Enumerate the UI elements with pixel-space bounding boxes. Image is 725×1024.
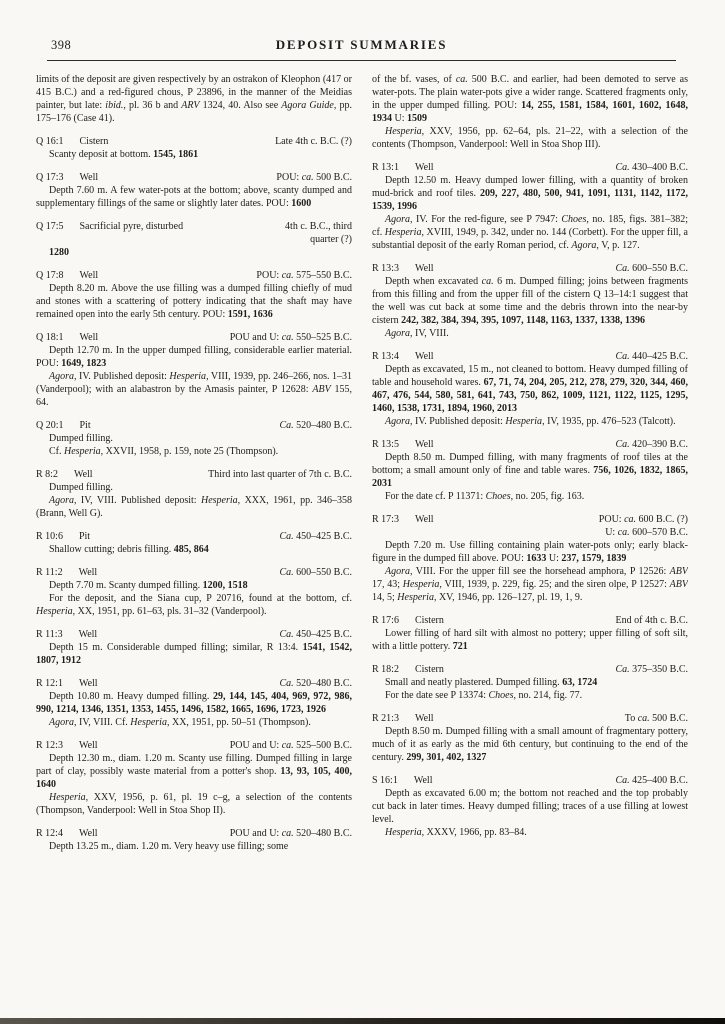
deposit-entry [372, 712, 688, 764]
deposit-id: Q 17:8 [36, 270, 64, 281]
deposit-type: Cistern [414, 664, 444, 675]
entry-heading [372, 161, 688, 174]
deposit-type: Well [414, 439, 434, 450]
paragraph: For the date cf. P 11371: Choes, no. 205, fig. 163. [385, 491, 585, 502]
paragraph: Depth 12.50 m. Heavy dumped lower filling, with a quantity of broken mud-brick and roof tiles. 209, 227, 480, 500, 941, 1091, 1131, 1142, 1172, 1539, 1996 [372, 175, 688, 212]
deposit-type: Well [78, 740, 98, 751]
paragraph: Cf. Hesperia, XXVII, 1958, p. 159, note 25 (Thompson). [49, 446, 279, 457]
deposit-type: Well [78, 678, 98, 689]
paragraph: limits of the deposit are given respectively by an ostrakon of Kleophon (417 or 415 B.C.) and a red-figured chous, P 23896, in the manner of the Meidias painter, but late: ibid., pl. 36 b and ARV 1324, 40. Also see Agora Guide, pp. 175–176 (Case 41). [36, 74, 353, 124]
entry-heading [36, 220, 352, 233]
paragraph: Depth 13.25 m., diam. 1.20 m. Very heavy use filling; some [49, 841, 289, 852]
entry-heading [372, 513, 688, 526]
deposit-date: Ca. 600–550 B.C. [615, 263, 688, 274]
paragraph: Agora, IV, VIII. [385, 328, 449, 339]
paragraph: For the date see P 13374: Choes, no. 214, fig. 77. [385, 690, 583, 701]
deposit-type: Pit [79, 420, 91, 431]
deposit-date: POU: ca. 575–550 B.C. [256, 270, 352, 281]
deposit-date: POU and U: ca. 525–500 B.C. [229, 740, 352, 751]
deposit-type: Well [79, 332, 99, 343]
deposit-entry [372, 513, 688, 604]
deposit-date: Ca. 450–425 B.C. [279, 531, 352, 542]
page-title: DEPOSIT SUMMARIES [275, 37, 448, 52]
deposit-entry [36, 135, 352, 161]
deposit-entry [36, 677, 352, 729]
deposit-id: R 18:2 [372, 664, 399, 675]
deposit-id: R 11:2 [36, 567, 63, 578]
deposit-type: Well [79, 172, 99, 183]
entry-heading [36, 269, 352, 282]
entry-heading [36, 827, 352, 840]
deposit-date: Late 4th c. B.C. (?) [275, 136, 352, 147]
deposit-date: 4th c. B.C., third [285, 221, 352, 232]
deposit-date: POU: ca. 500 B.C. [276, 172, 352, 183]
deposit-id: R 13:4 [372, 351, 399, 362]
deposit-entry [372, 614, 688, 653]
entry-heading [36, 530, 352, 543]
deposit-type: Well [414, 713, 434, 724]
paragraph: Agora, IV. Published deposit: Hesperia, IV, 1935, pp. 476–523 (Talcott). [385, 416, 676, 427]
deposit-date: Third into last quarter of 7th c. B.C. [208, 469, 352, 480]
deposit-type: Well [413, 775, 433, 786]
deposit-entry [36, 331, 352, 409]
deposit-entry [36, 269, 352, 321]
paragraph: Depth as excavated 6.00 m; the bottom not reached and the top probably cut back in later times. Heavy dumped filling; traces of a use filling at lowest level. [372, 788, 688, 825]
deposit-id: R 12:4 [36, 828, 63, 839]
deposit-type: Cistern [79, 136, 109, 147]
deposit-id: R 8:2 [36, 469, 58, 480]
deposit-date: Ca. 420–390 B.C. [615, 439, 688, 450]
entry-heading [36, 331, 352, 344]
deposit-type: Well [414, 263, 434, 274]
entry-heading [372, 712, 688, 725]
deposit-date: Ca. 520–480 B.C. [279, 420, 352, 431]
entry-heading [372, 262, 688, 275]
deposit-id: R 12:1 [36, 678, 63, 689]
paragraph: Hesperia, XXV, 1956, p. 61, pl. 19 c–g, a selection of the contents (Thompson, Vanderpool: Well in Stoa Shop II). [36, 792, 352, 816]
deposit-id: Q 18:1 [36, 332, 64, 343]
deposit-id: Q 16:1 [36, 136, 64, 147]
paragraph: Agora, IV, VIII. Published deposit: Hesperia, XXX, 1961, pp. 346–358 (Brann, Well G). [36, 495, 352, 519]
deposit-date: Ca. 425–400 B.C. [615, 775, 688, 786]
deposit-date: POU: ca. 600 B.C. (?) [598, 514, 688, 525]
entry-heading [36, 628, 352, 641]
paragraph: Depth when excavated ca. 6 m. Dumped filling; joins between fragments from this filling and from the upper fill of the cistern Q 13–14:1 suggest that the well was cut back at some time and the debris thrown into the near-by cistern 242, 382, 384, 394, 395, 1097, 1148, 1163, 1337, 1338, 1396 [372, 276, 688, 326]
deposit-entry [372, 350, 688, 428]
deposit-entry [36, 171, 352, 210]
deposit-type: Sacrificial pyre, disturbed [79, 221, 184, 232]
paragraph: For the deposit, and the Siana cup, P 20716, found at the bottom, cf. Hesperia, XX, 1951, pp. 61–63, pls. 31–32 (Vanderpool). [36, 593, 352, 617]
paragraph: Depth 7.60 m. A few water-pots at the bottom; above, scanty dumped and supplementary fillings of the same or slightly later dates. POU: 1600 [36, 185, 352, 209]
deposit-id: R 13:1 [372, 162, 399, 173]
paragraph: Depth 8.50 m. Dumped filling with a small amount of fragmentary pottery, much of it as early as the mid 6th century, but continuing to the end of the century. 299, 301, 402, 1327 [372, 726, 688, 763]
continued-paragraph-block [372, 73, 688, 151]
deposit-id: Q 17:5 [36, 221, 64, 232]
paragraph: Small and neatly plastered. Dumped filling. 63, 1724 [385, 677, 598, 688]
deposit-entry [36, 419, 352, 458]
page-header [47, 36, 676, 58]
entry-heading [36, 566, 352, 579]
paragraph: Hesperia, XXXV, 1966, pp. 83–84. [385, 827, 527, 838]
paragraph: of the bf. vases, of ca. 500 B.C. and earlier, had been demoted to serve as water-pots. The plain water-pots give a wider range. Scattered fragments only, in the upper dumped filling. POU: 14, 255, 1581, 1584, 1601, 1602, 1648, 1934 U: 1509 [372, 74, 688, 124]
paragraph: Depth 12.70 m. In the upper dumped filling, considerable earlier material. POU: 1649, 1823 [36, 345, 352, 369]
deposit-type: Pit [78, 531, 91, 542]
deposit-id: Q 20:1 [36, 420, 64, 431]
paragraph: Depth 7.20 m. Use filling containing plain water-pots only; early black-figure in the dumped fill above. POU: 1633 U: 237, 1579, 1839 [372, 540, 688, 564]
paragraph: Depth 15 m. Considerable dumped filling; similar, R 13:4. 1541, 1542, 1807, 1912 [36, 642, 353, 666]
deposit-entry [372, 663, 688, 702]
deposit-entry [36, 827, 352, 853]
paragraph: Dumped filling. [49, 433, 113, 444]
deposit-id: S 16:1 [372, 775, 398, 786]
deposit-date-line2: U: ca. 600–570 B.C. [605, 527, 688, 538]
deposit-type: Well [78, 567, 98, 578]
entry-heading [36, 739, 352, 752]
deposit-id: R 12:3 [36, 740, 63, 751]
deposit-date: To ca. 500 B.C. [624, 713, 688, 724]
paragraph: Hesperia, XXV, 1956, pp. 62–64, pls. 21–22, with a selection of the contents (Thompson, Vanderpool: Well in Stoa Shop III). [372, 126, 688, 150]
paragraph: Depth 10.80 m. Heavy dumped filling. 29, 144, 145, 404, 969, 972, 986, 990, 1214, 1346, 1351, 1353, 1455, 1496, 1582, 1665, 1696, 1723, 1926 [36, 691, 352, 715]
deposit-id: Q 17:3 [36, 172, 64, 183]
deposit-date: POU and U: ca. 520–480 B.C. [229, 828, 352, 839]
deposit-entry [372, 438, 688, 503]
deposit-type: Cistern [414, 615, 444, 626]
deposit-date: Ca. 450–425 B.C. [279, 629, 352, 640]
entry-heading [372, 438, 688, 451]
entry-heading [372, 614, 688, 627]
deposit-id: R 17:3 [372, 514, 399, 525]
paragraph: 1280 [49, 247, 69, 258]
paragraph: Depth 12.30 m., diam. 1.20 m. Scanty use filling. Dumped filling in large part of clay, possibly waste material from a potter's shop. 13, 93, 105, 400, 1640 [36, 753, 353, 790]
continued-paragraph-block [36, 73, 352, 125]
left-column [36, 73, 352, 853]
deposit-date: Ca. 520–480 B.C. [279, 678, 352, 689]
entry-heading [372, 663, 688, 676]
deposit-id: R 13:5 [372, 439, 399, 450]
entry-heading [36, 677, 352, 690]
deposit-entry [36, 468, 352, 520]
deposit-type: Well [73, 469, 93, 480]
entry-heading [36, 135, 352, 148]
deposit-id: R 17:6 [372, 615, 399, 626]
deposit-type: Well [78, 629, 98, 640]
deposit-type: Well [414, 351, 434, 362]
deposit-type: Well [414, 514, 434, 525]
deposit-entry [36, 220, 352, 259]
deposit-entry [36, 739, 352, 817]
deposit-entry [372, 161, 688, 252]
deposit-entry [372, 774, 688, 839]
paragraph: Agora, IV. For the red-figure, see P 7947: Choes, no. 185, figs. 381–382; cf. Hesperia, XVIII, 1949, p. 342, under no. 144 (Corbett). For the upper fill, a substantial deposit of the early Roman period, cf. Agora, V, p. 127. [372, 214, 688, 251]
paragraph: Agora, IV, VIII. Cf. Hesperia, XX, 1951, pp. 50–51 (Thompson). [49, 717, 311, 728]
deposit-id: R 11:3 [36, 629, 63, 640]
paragraph: Depth as excavated, 15 m., not cleaned to bottom. Heavy dumped filling of table and household wares. 67, 71, 74, 204, 205, 212, 278, 279, 320, 344, 460, 467, 476, 544, 580, 581, 641, 743, 750, 862, 1009, 1121, 1122, 1125, 1295, 1460, 1538, 1731, 1894, 1960, 2013 [372, 364, 688, 414]
paragraph: Lower filling of hard silt with almost no pottery; upper filling of soft silt, with a little pottery. 721 [372, 628, 688, 652]
deposit-entry [36, 530, 352, 556]
paragraph: Shallow cutting; debris filling. 485, 864 [49, 544, 209, 555]
deposit-date: Ca. 440–425 B.C. [615, 351, 688, 362]
entry-heading [372, 350, 688, 363]
entry-heading [36, 419, 352, 432]
deposit-id: R 10:6 [36, 531, 63, 542]
deposit-date: POU and U: ca. 550–525 B.C. [229, 332, 352, 343]
deposit-entry [36, 566, 352, 618]
entry-heading [36, 171, 352, 184]
deposit-type: Well [414, 162, 434, 173]
page-number: 398 [51, 38, 72, 52]
paragraph: Depth 7.70 m. Scanty dumped filling. 1200, 1518 [49, 580, 248, 591]
right-column [372, 73, 688, 839]
paragraph: Agora, VIII. For the upper fill see the horsehead amphora, P 12526: ABV 17, 43; Hesperia, VIII, 1939, p. 229, fig. 25; and the siren olpe, P 12527: ABV 14, 5; Hesperia, XV, 1946, pp. 126–127, pl. 19, 1, 9. [372, 566, 688, 603]
deposit-date-line2: quarter (?) [310, 234, 352, 245]
entry-heading [372, 774, 688, 787]
deposit-date: End of 4th c. B.C. [615, 615, 688, 626]
header-rule [47, 60, 676, 61]
paragraph: Depth 8.20 m. Above the use filling was a dumped filling chiefly of mud and stones with a scattering of pottery indicating that the shaft may have remained open into the early 5th century. POU: 1591, 1636 [36, 283, 352, 320]
deposit-entry [36, 628, 352, 667]
paragraph: Agora, IV. Published deposit: Hesperia, VIII, 1939, pp. 246–266, nos. 1–31 (Vanderpool); with an alabastron by the Amasis painter, P 12628: ABV 155, 64. [36, 371, 352, 408]
deposit-date: Ca. 375–350 B.C. [615, 664, 688, 675]
deposit-date: Ca. 600–550 B.C. [279, 567, 352, 578]
paragraph: Scanty deposit at bottom. 1545, 1861 [49, 149, 199, 160]
paragraph: Depth 8.50 m. Dumped filling, with many fragments of roof tiles at the bottom; a small amount only of fine and table wares. 756, 1026, 1832, 1865, 2031 [372, 452, 688, 489]
entry-heading [36, 468, 352, 481]
deposit-id: R 13:3 [372, 263, 399, 274]
paragraph: Dumped filling. [49, 482, 113, 493]
deposit-entry [372, 262, 688, 340]
text-columns [36, 73, 688, 1010]
deposit-id: R 21:3 [372, 713, 399, 724]
deposit-date: Ca. 430–400 B.C. [615, 162, 688, 173]
deposit-type: Well [79, 270, 99, 281]
deposit-type: Well [78, 828, 98, 839]
scan-edge [0, 1018, 725, 1024]
